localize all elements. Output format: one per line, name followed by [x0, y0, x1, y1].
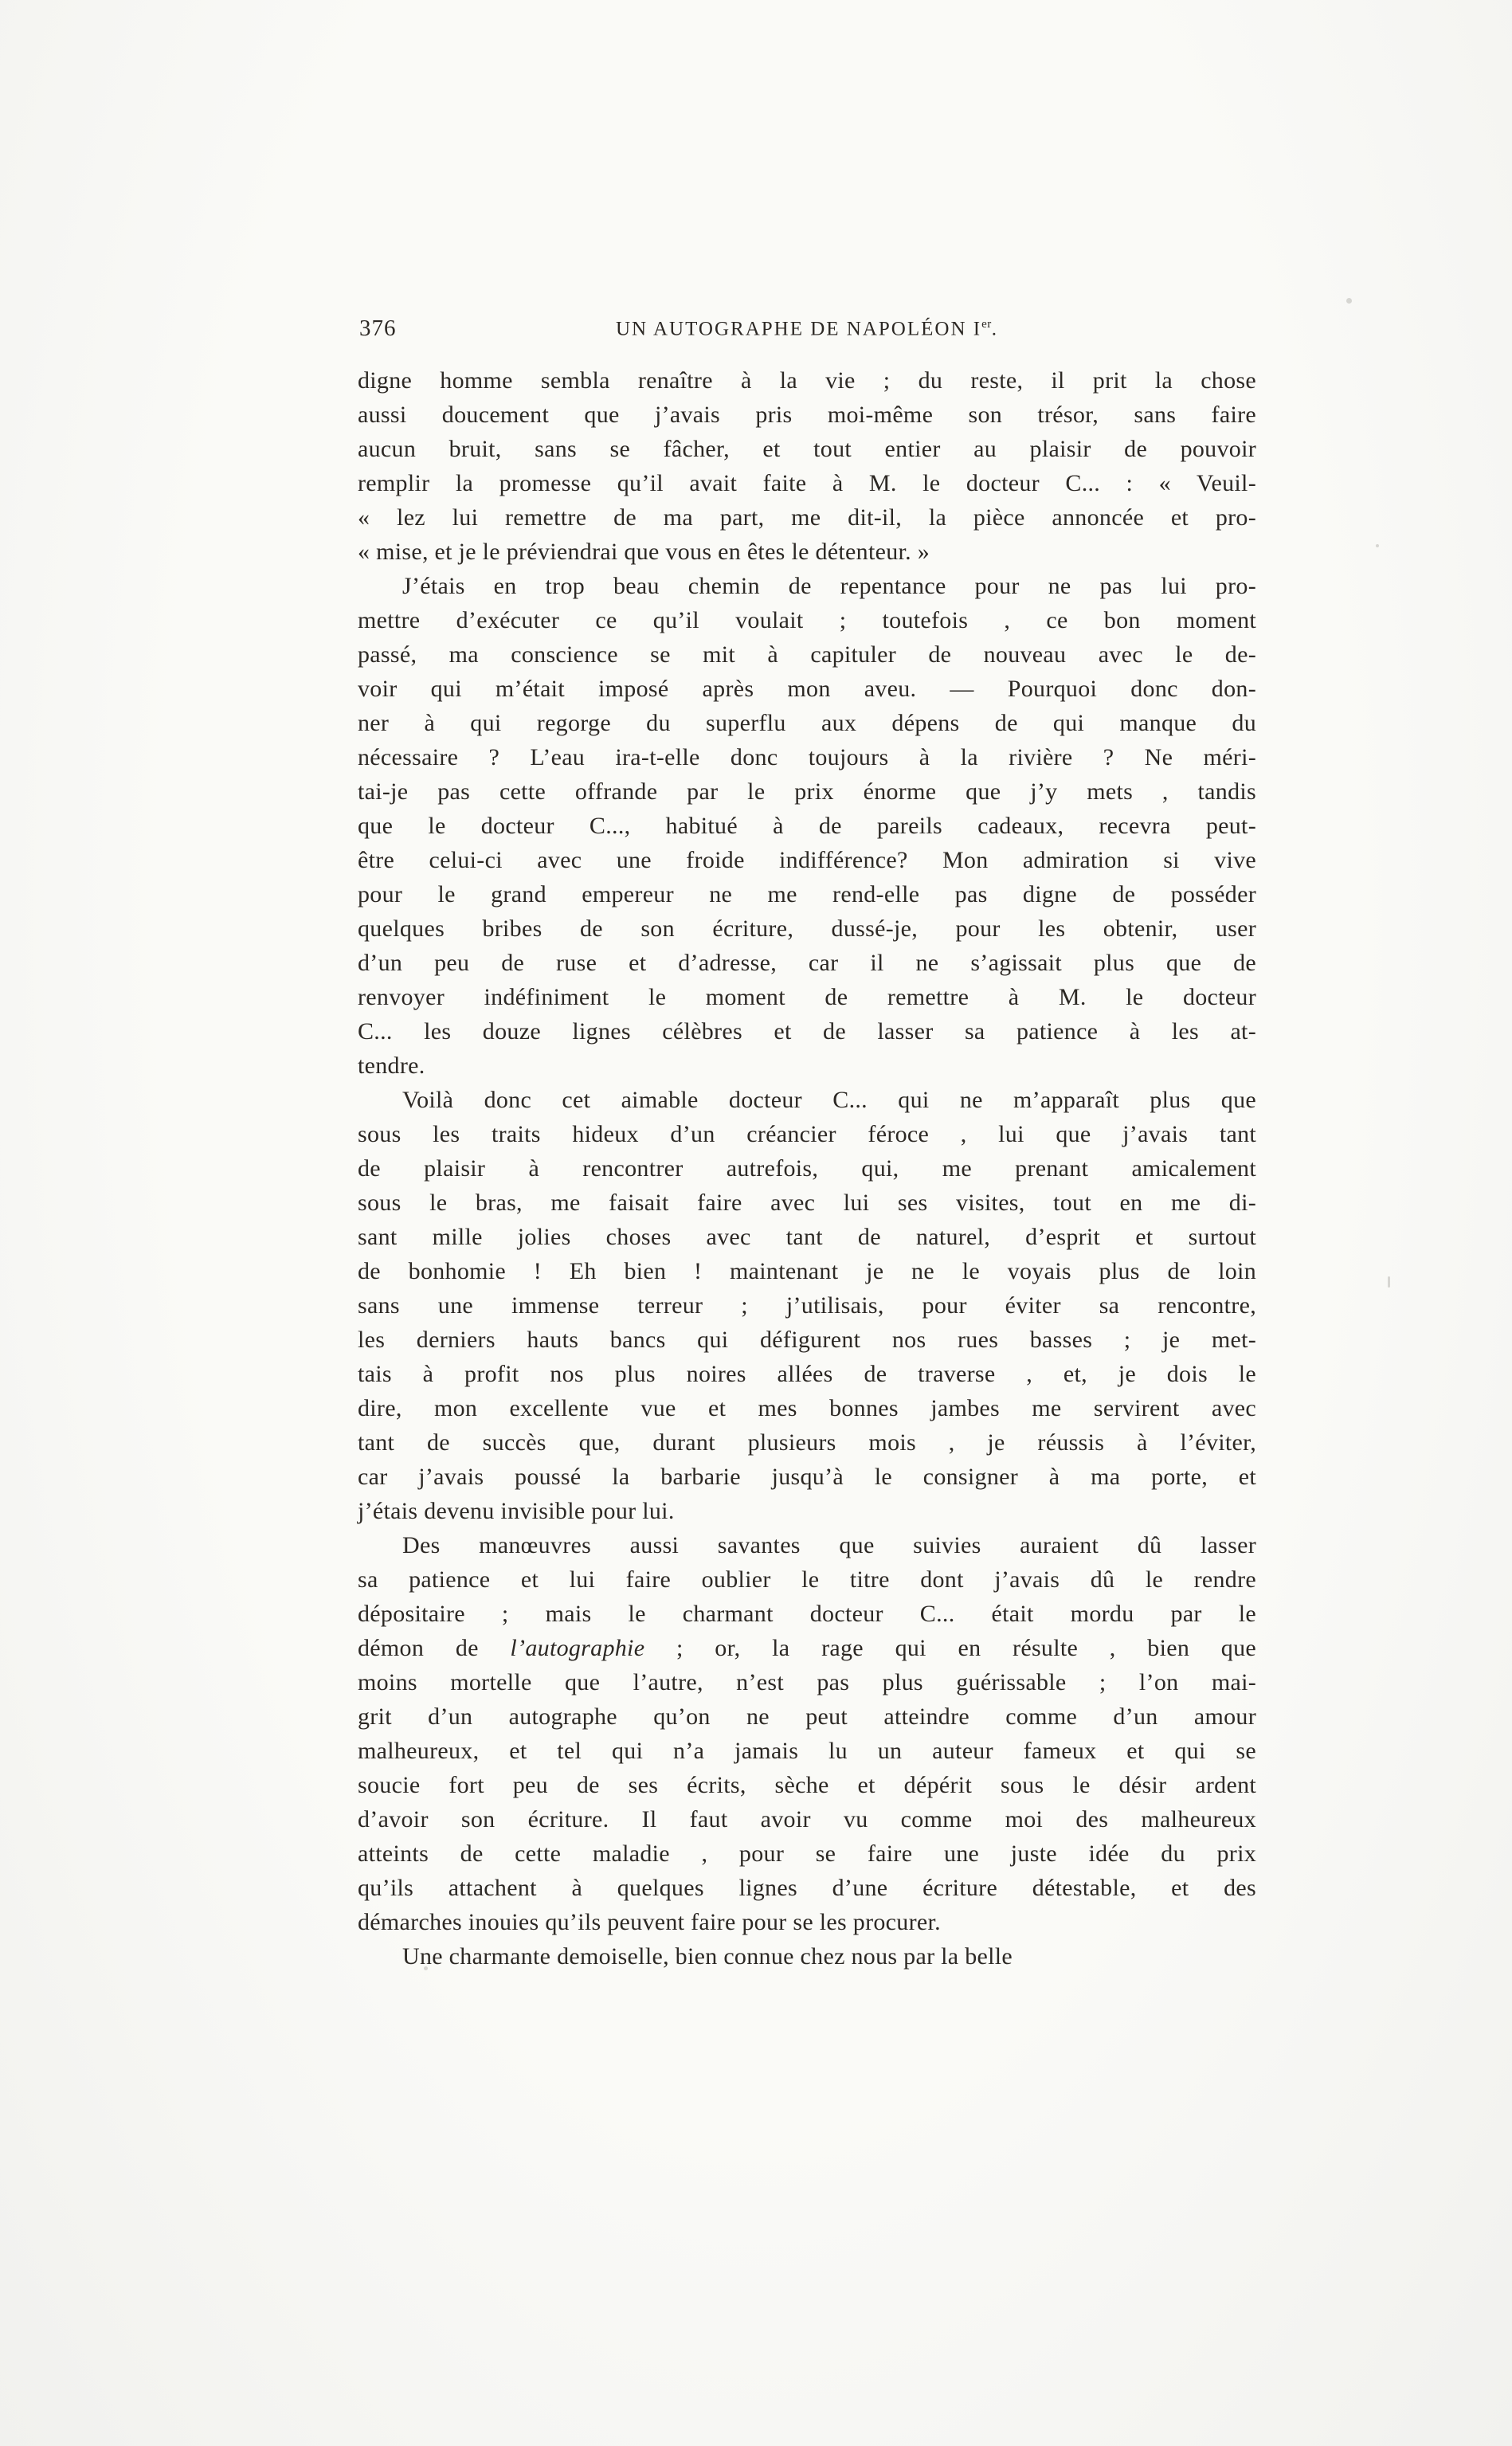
text-segment: sous le bras, me faisait faire avec lui ses visites, tout en me di- [358, 1190, 1256, 1216]
text-line [358, 1562, 1256, 1597]
text-line [358, 363, 1256, 398]
text-line [358, 843, 1256, 877]
text-line [358, 1391, 1256, 1425]
text-segment: moins mortelle que l’autre, n’est pas plus guérissable ; l’on mai- [358, 1669, 1256, 1695]
text-line [358, 432, 1256, 466]
text-line [358, 1254, 1256, 1288]
text-line [358, 1597, 1256, 1631]
text-segment: pour le grand empereur ne me rend-elle pas digne de posséder [358, 881, 1256, 907]
text-segment: sant mille jolies choses avec tant de naturel, d’esprit et surtout [358, 1224, 1256, 1250]
text-line [358, 672, 1256, 706]
text-segment: que le docteur C..., habitué à de pareils cadeaux, recevra peut- [358, 813, 1256, 839]
text-line [358, 535, 1256, 569]
text-segment: « lez lui remettre de ma part, me dit-il, la pièce annoncée et pro- [358, 504, 1256, 531]
text-line [358, 1905, 1256, 1939]
text-segment: malheureux, et tel qui n’a jamais lu un auteur fameux et qui se [358, 1738, 1256, 1764]
text-line [358, 1083, 1256, 1117]
text-line [358, 1460, 1256, 1494]
text-segment: digne homme sembla renaître à la vie ; du reste, il prit la chose [358, 367, 1256, 394]
text-segment: sans une immense terreur ; j’utilisais, pour éviter sa rencontre, [358, 1292, 1256, 1319]
running-title-main: UN AUTOGRAPHE DE NAPOLÉON I [616, 318, 982, 340]
text-segment: les derniers hauts bancs qui défigurent nos rues basses ; je met- [358, 1327, 1256, 1353]
text-segment: grit d’un autographe qu’on ne peut atteindre comme d’un amour [358, 1703, 1256, 1730]
text-line [358, 1323, 1256, 1357]
text-segment: « mise, et je le préviendrai que vous en êtes le détenteur. » [358, 539, 930, 565]
text-segment: passé, ma conscience se mit à capituler de nouveau avec le de- [358, 641, 1256, 668]
text-segment: tai-je pas cette offrande par le prix énorme que j’y mets , tandis [358, 778, 1256, 805]
text-line [358, 980, 1256, 1014]
paragraph [358, 1939, 1256, 1974]
text-segment: Des manœuvres aussi savantes que suivies auraient dû lasser [402, 1532, 1256, 1558]
text-line [358, 500, 1256, 535]
paragraph [358, 569, 1256, 1083]
text-line [358, 706, 1256, 740]
text-segment: renvoyer indéfiniment le moment de remettre à M. le docteur [358, 984, 1256, 1010]
text-line [358, 1939, 1256, 1974]
text-segment: nécessaire ? L’eau ira-t-elle donc toujours à la rivière ? Ne méri- [358, 744, 1256, 770]
text-segment: j’étais devenu invisible pour lui. [358, 1498, 675, 1524]
text-segment: de bonhomie ! Eh bien ! maintenant je ne le voyais plus de loin [358, 1258, 1256, 1284]
text-line [358, 1220, 1256, 1254]
text-segment: Voilà donc cet aimable docteur C... qui ne m’apparaît plus que [402, 1087, 1256, 1113]
text-segment: Une charmante demoiselle, bien connue chez nous par la belle [402, 1943, 1013, 1970]
text-segment: sa patience et lui faire oublier le titre dont j’avais dû le rendre [358, 1566, 1256, 1593]
text-line [358, 809, 1256, 843]
text-line [358, 1117, 1256, 1151]
text-line [358, 1871, 1256, 1905]
text-segment: dire, mon excellente vue et mes bonnes jambes me servirent avec [358, 1395, 1256, 1421]
text-segment: car j’avais poussé la barbarie jusqu’à le consigner à ma porte, et [358, 1464, 1256, 1490]
text-segment: tais à profit nos plus noires allées de traverse , et, je dois le [358, 1361, 1256, 1387]
text-line [358, 1528, 1256, 1562]
text-line [358, 1665, 1256, 1699]
text-line [358, 1151, 1256, 1186]
running-title-superscript: er [981, 318, 992, 331]
running-header [358, 312, 1256, 349]
text-line [358, 1699, 1256, 1734]
text-segment: soucie fort peu de ses écrits, sèche et dépérit sous le désir ardent [358, 1772, 1256, 1798]
text-line [358, 946, 1256, 980]
paragraph [358, 1083, 1256, 1528]
text-line [358, 398, 1256, 432]
text-segment: aussi doucement que j’avais pris moi-même son trésor, sans faire [358, 402, 1256, 428]
text-segment: démarches inouies qu’ils peuvent faire pour se les procurer. [358, 1909, 941, 1935]
scan-speck [1346, 298, 1352, 304]
text-line [358, 911, 1256, 946]
text-line [358, 877, 1256, 911]
text-segment: tant de succès que, durant plusieurs mois , je réussis à l’éviter, [358, 1429, 1256, 1456]
text-line [358, 740, 1256, 774]
text-segment: être celui-ci avec une froide indifférence? Mon admiration si vive [358, 847, 1256, 873]
text-segment: quelques bribes de son écriture, dussé-je, pour les obtenir, user [358, 915, 1256, 942]
text-line [358, 603, 1256, 637]
text-line [358, 637, 1256, 672]
text-segment: de plaisir à rencontrer autrefois, qui, me prenant amicalement [358, 1155, 1256, 1182]
italic-text: l’autographie [510, 1635, 645, 1661]
text-segment: tendre. [358, 1052, 425, 1079]
page-number: 376 [359, 316, 397, 341]
text-line [358, 1802, 1256, 1836]
text-segment: qu’ils attachent à quelques lignes d’une écriture détestable, et des [358, 1875, 1256, 1901]
paragraph [358, 1528, 1256, 1939]
text-line [358, 1186, 1256, 1220]
text-line [358, 1734, 1256, 1768]
scan-speck [424, 1966, 428, 1970]
text-segment: sous les traits hideux d’un créancier féroce , lui que j’avais tant [358, 1121, 1256, 1147]
text-column [358, 312, 1256, 1974]
text-segment: ; or, la rage qui en résulte , bien que [644, 1635, 1257, 1661]
text-segment: C... les douze lignes célèbres et de lasser sa patience à les at- [358, 1018, 1256, 1045]
running-title-end: . [991, 318, 998, 340]
paragraph [358, 363, 1256, 569]
text-segment: voir qui m’était imposé après mon aveu. — Pourquoi donc don- [358, 676, 1256, 702]
text-segment: dépositaire ; mais le charmant docteur C... était mordu par le [358, 1601, 1256, 1627]
text-line [358, 1494, 1256, 1528]
text-block [358, 363, 1256, 1974]
text-segment: ner à qui regorge du superflu aux dépens de qui manque du [358, 710, 1256, 736]
text-line [358, 1631, 1256, 1665]
text-segment: remplir la promesse qu’il avait faite à M. le docteur C... : « Veuil- [358, 470, 1256, 496]
text-line [358, 1357, 1256, 1391]
text-line [358, 1768, 1256, 1802]
scan-speck [1388, 1276, 1390, 1288]
text-line [358, 569, 1256, 603]
text-segment: démon de [358, 1635, 511, 1661]
text-line [358, 774, 1256, 809]
scan-speck [1376, 544, 1379, 547]
text-segment: aucun bruit, sans se fâcher, et tout entier au plaisir de pouvoir [358, 436, 1256, 462]
text-segment: d’avoir son écriture. Il faut avoir vu comme moi des malheureux [358, 1806, 1256, 1833]
text-line [358, 1836, 1256, 1871]
text-segment: d’un peu de ruse et d’adresse, car il ne s’agissait plus que de [358, 950, 1256, 976]
text-line [358, 1288, 1256, 1323]
text-line [358, 1014, 1256, 1049]
text-line [358, 1049, 1256, 1083]
running-title [358, 312, 1256, 340]
text-line [358, 466, 1256, 500]
text-line [358, 1425, 1256, 1460]
text-segment: J’étais en trop beau chemin de repentance pour ne pas lui pro- [402, 573, 1256, 599]
text-segment: atteints de cette maladie , pour se faire une juste idée du prix [358, 1840, 1256, 1867]
text-segment: mettre d’exécuter ce qu’il voulait ; toutefois , ce bon moment [358, 607, 1256, 633]
